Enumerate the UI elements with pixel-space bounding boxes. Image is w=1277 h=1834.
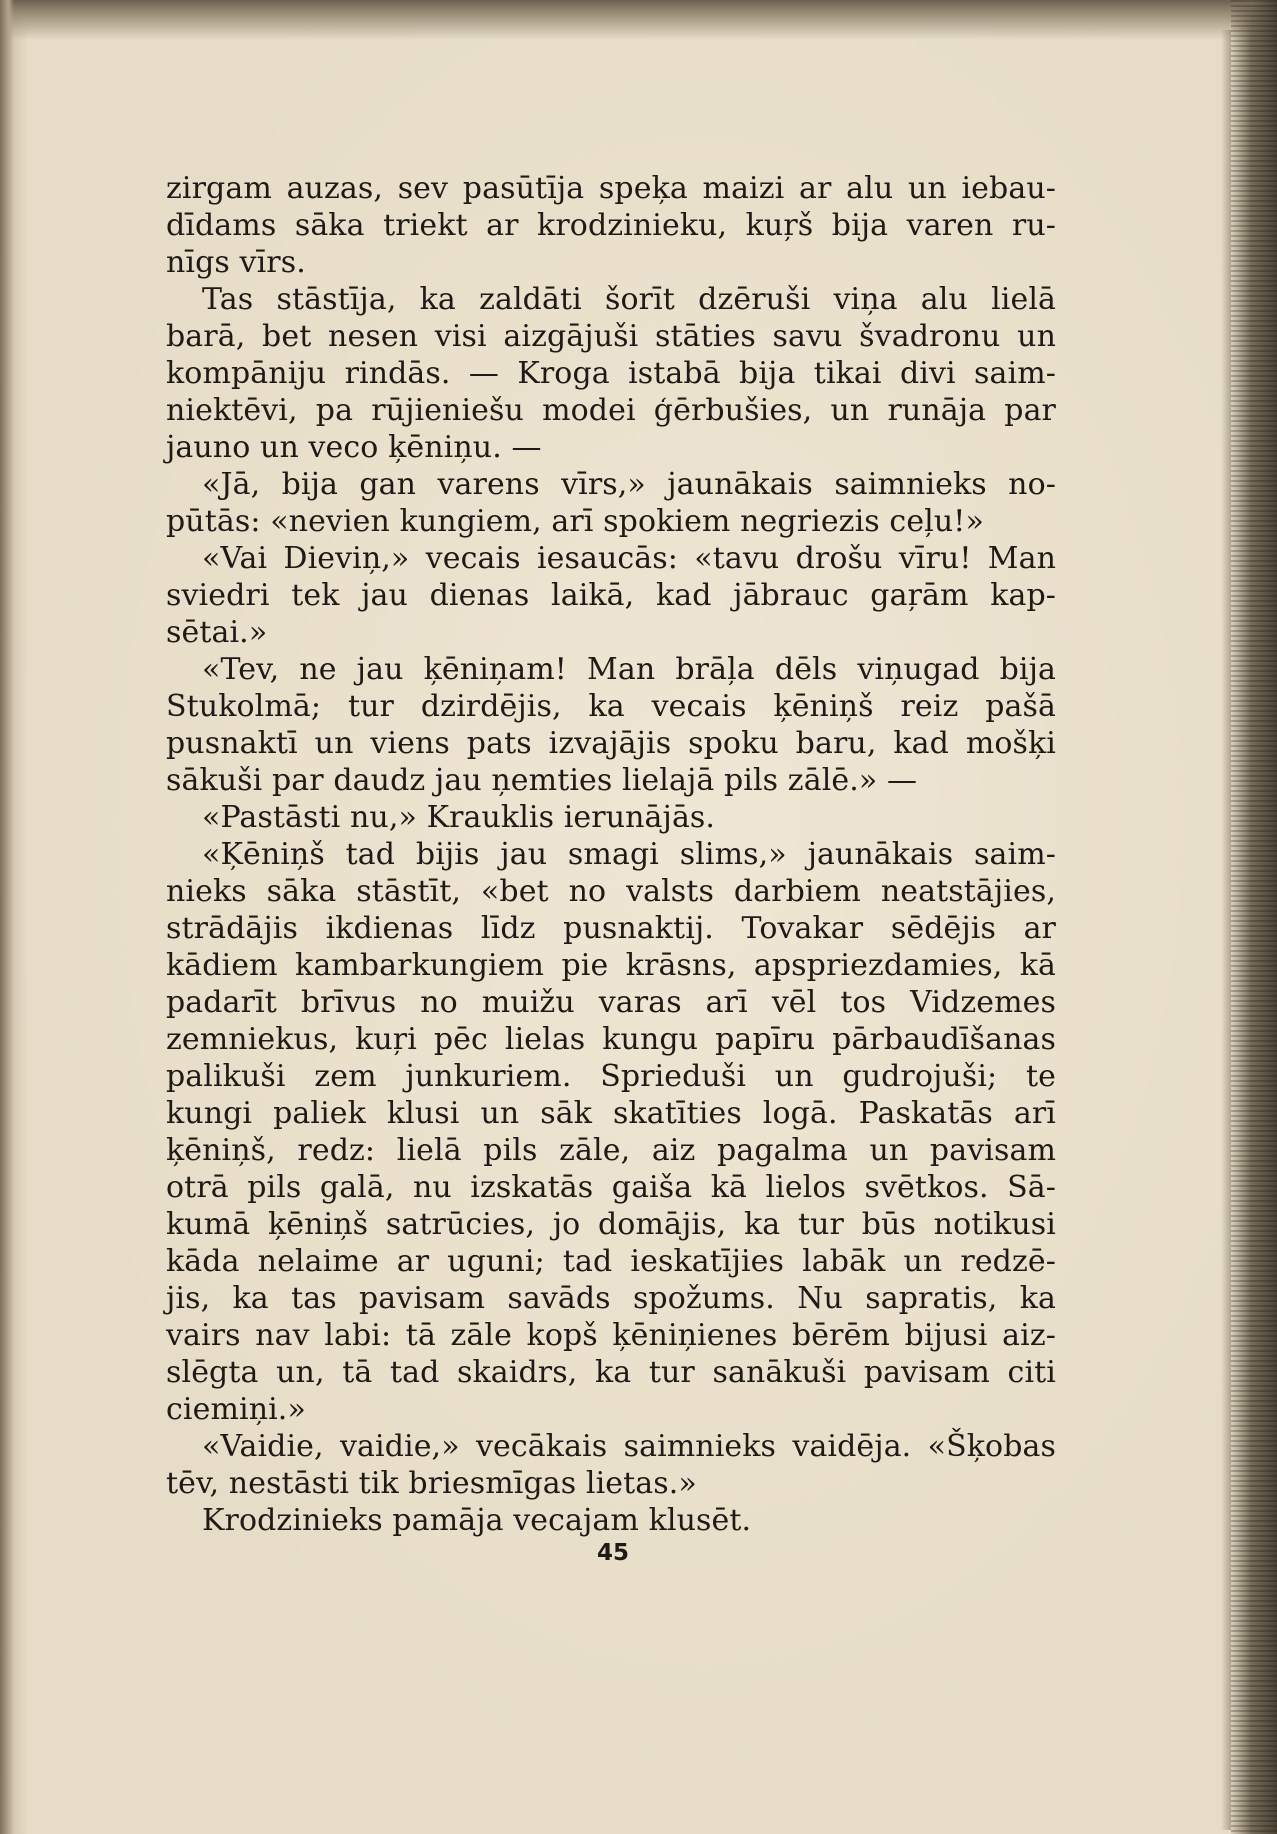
text-line: «Vaidie, vaidie,» vecākais saimnieks vaidēja. «Šķobas [202, 1429, 1056, 1464]
text-line: padarīt brīvus no muižu varas arī vēl tos Vidzemes [166, 985, 1056, 1020]
text-line: jauno un veco ķēniņu. — [166, 430, 542, 465]
text-line: «Ķēniņš tad bijis jau smagi slims,» jaunākais saim- [202, 837, 1056, 872]
text-line: vairs nav labi: tā zāle kopš ķēniņienes bērēm bijusi aiz- [166, 1318, 1056, 1353]
text-line: strādājis ikdienas līdz pusnaktij. Tovakar sēdējis ar [166, 911, 1056, 946]
text-line: sētai.» [166, 615, 268, 650]
book-spine-edge [1231, 0, 1277, 1834]
page-number: 45 [596, 1540, 629, 1566]
page-edge-shadow [1221, 30, 1231, 1830]
text-line: sākuši par daudz jau ņemties lielajā pils zālē.» — [166, 763, 918, 798]
text-line: ciemiņi.» [166, 1392, 306, 1427]
text-line: otrā pils galā, nu izskatās gaiša kā lielos svētkos. Sā- [166, 1170, 1056, 1205]
text-line: kompāniju rindās. — Kroga istabā bija tikai divi saim- [166, 356, 1056, 391]
text-line: pūtās: «nevien kungiem, arī spokiem negriezis ceļu!» [166, 504, 984, 539]
text-line: Tas stāstīja, ka zaldāti šorīt dzēruši viņa alu lielā [202, 282, 1056, 317]
text-line: ķēniņš, redz: lielā pils zāle, aiz pagalma un pavisam [166, 1133, 1056, 1168]
text-line: «Vai Dieviņ,» vecais iesaucās: «tavu drošu vīru! Man [202, 541, 1056, 576]
text-line: zirgam auzas, sev pasūtīja speķa maizi ar alu un iebau- [166, 171, 1056, 206]
text-line: dīdams sāka triekt ar krodzinieku, kuŗš bija varen ru- [166, 208, 1056, 243]
text-line: «Jā, bija gan varens vīrs,» jaunākais saimnieks no- [202, 467, 1056, 502]
text-line: kādiem kambarkungiem pie krāsns, apspriezdamies, kā [166, 948, 1056, 983]
text-line: Stukolmā; tur dzirdējis, ka vecais ķēniņš reiz pašā [166, 689, 1056, 724]
text-line: nīgs vīrs. [166, 245, 306, 280]
body-text [166, 170, 1056, 1539]
text-line: nieks sāka stāstīt, «bet no valsts darbiem neatstājies, [166, 874, 1056, 909]
text-line: palikuši zem junkuriem. Sprieduši un gudrojuši; te [166, 1059, 1056, 1094]
text-line: niektēvi, pa rūjieniešu modei ģērbušies, un runāja par [166, 393, 1056, 428]
text-line: tēv, nestāsti tik briesmīgas lietas.» [166, 1466, 697, 1501]
text-line: jis, ka tas pavisam savāds spožums. Nu sapratis, ka [166, 1281, 1056, 1316]
text-line: Krodzinieks pamāja vecajam klusēt. [202, 1503, 752, 1538]
binding-shadow [0, 0, 14, 1834]
text-line: kungi paliek klusi un sāk skatīties logā. Paskatās arī [166, 1096, 1056, 1131]
text-line: pusnaktī un viens pats izvajājis spoku baru, kad mošķi [166, 726, 1056, 761]
page-top-edge [0, 0, 1277, 40]
text-line: slēgta un, tā tad skaidrs, ka tur sanākuši pavisam citi [166, 1355, 1056, 1390]
text-line: kāda nelaime ar uguni; tad ieskatījies labāk un redzē- [166, 1244, 1056, 1279]
text-line: «Pastāsti nu,» Krauklis ierunājās. [202, 800, 716, 835]
text-line: «Tev, ne jau ķēniņam! Man brāļa dēls viņugad bija [202, 652, 1056, 687]
text-line: sviedri tek jau dienas laikā, kad jābrauc gaŗām kap- [166, 578, 1056, 613]
text-line: barā, bet nesen visi aizgājuši stāties savu švadronu un [166, 319, 1056, 354]
text-line: kumā ķēniņš satrūcies, jo domājis, ka tur būs notikusi [166, 1207, 1056, 1242]
text-line: zemniekus, kuŗi pēc lielas kungu papīru pārbaudīšanas [166, 1022, 1056, 1057]
